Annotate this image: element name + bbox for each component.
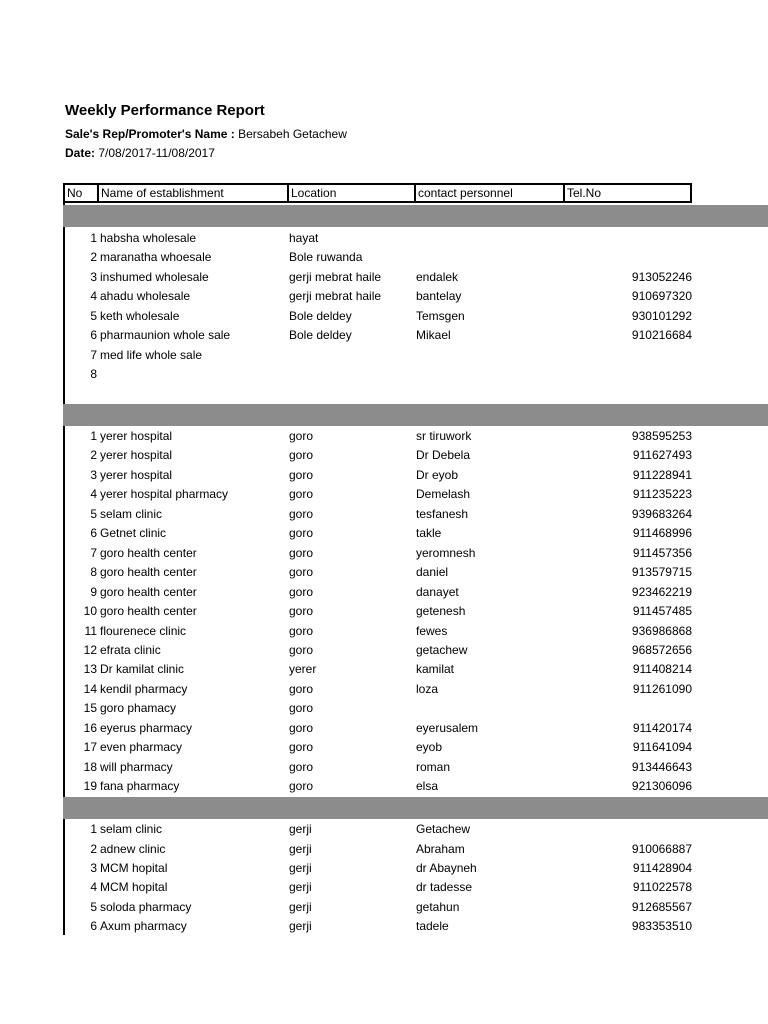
telephone-number: 911235223 [632, 487, 692, 502]
contact-personnel: fewes [416, 623, 448, 638]
contact-personnel: daniel [416, 565, 449, 580]
establishment-name: Axum pharmacy [100, 919, 187, 934]
establishment-name: selam clinic [100, 822, 163, 836]
location: gerji mebrat haile [289, 289, 382, 304]
establishment-name: yerer hospital [100, 448, 173, 463]
row-number: 8 [90, 565, 97, 580]
location: goro [289, 701, 314, 716]
telephone-number: 923462219 [631, 584, 692, 599]
establishment-name: efrata clinic [100, 643, 161, 657]
location: goro [289, 565, 314, 580]
column-header-tel: Tel.No [567, 186, 602, 200]
table-row [0, 326, 768, 345]
establishment-name: Dr kamilat clinic [100, 662, 185, 677]
contact-personnel: Mikael [416, 328, 451, 343]
telephone-number: 911228941 [632, 467, 692, 482]
establishment-name: even pharmacy [100, 740, 183, 755]
contact-personnel: tesfanesh [416, 506, 469, 521]
table-row [0, 563, 768, 582]
location: gerji mebrat haile [289, 269, 382, 284]
contact-personnel: endalek [416, 269, 459, 284]
contact-personnel: Temsgen [416, 308, 465, 323]
establishment-name: Getnet clinic [100, 526, 167, 541]
location: gerji [289, 822, 312, 836]
location: yerer [289, 662, 317, 677]
row-number: 1 [90, 429, 97, 443]
location: gerji [289, 899, 312, 914]
contact-personnel: dr tadesse [416, 880, 473, 895]
table-row [0, 268, 768, 287]
row-number: 18 [83, 759, 97, 774]
location: goro [289, 526, 314, 541]
establishment-name: yerer hospital pharmacy [100, 487, 229, 502]
table-row [0, 466, 768, 485]
telephone-number: 930101292 [631, 308, 692, 323]
location: goro [289, 604, 314, 618]
contact-personnel: roman [416, 759, 451, 774]
location: goro [289, 740, 314, 755]
row-number: 10 [83, 604, 97, 618]
contact-personnel: dr Abayneh [416, 860, 477, 875]
telephone-number: 968572656 [631, 643, 692, 657]
telephone-number: 911457485 [632, 604, 692, 618]
table-row [0, 680, 768, 699]
establishment-name: goro health center [100, 604, 197, 618]
table-row [0, 859, 768, 878]
telephone-number: 911457356 [632, 545, 692, 560]
contact-personnel: getahun [416, 899, 460, 914]
contact-personnel: takle [416, 526, 442, 541]
location: goro [289, 643, 314, 657]
table-row [0, 622, 768, 641]
establishment-name: pharmaunion whole sale [100, 328, 231, 343]
contact-personnel: getenesh [416, 604, 466, 618]
establishment-name: will pharmacy [100, 759, 173, 774]
row-number: 14 [83, 681, 97, 696]
telephone-number: 911468996 [632, 526, 692, 541]
table-row [0, 878, 768, 897]
row-number: 13 [83, 662, 97, 677]
establishment-name: goro health center [100, 565, 197, 580]
location: goro [289, 467, 314, 482]
location: goro [289, 623, 314, 638]
row-number: 7 [90, 347, 97, 362]
contact-personnel: Getachew [416, 822, 471, 836]
table-row [0, 544, 768, 563]
column-header-contact: contact personnel [418, 186, 513, 200]
telephone-number: 911428904 [632, 860, 692, 875]
establishment-name: yerer hospital [100, 429, 173, 443]
table-row [0, 660, 768, 679]
location: goro [289, 584, 314, 599]
row-number: 4 [90, 487, 97, 502]
row-number: 1 [90, 231, 97, 245]
location: goro [289, 545, 314, 560]
establishment-name: ahadu wholesale [100, 289, 191, 304]
rep-name: Bersabeh Getachew [238, 127, 347, 141]
telephone-number: 911627493 [632, 448, 692, 463]
row-number: 3 [90, 269, 97, 284]
row-number: 11 [84, 623, 97, 638]
row-number: 4 [90, 289, 97, 304]
location: goro [289, 487, 314, 502]
table-row [0, 346, 768, 365]
table-row [0, 505, 768, 524]
telephone-number: 911022578 [632, 880, 692, 895]
telephone-number: 911261090 [632, 681, 692, 696]
location: goro [289, 506, 314, 521]
row-number: 3 [90, 467, 97, 482]
row-number: 16 [83, 720, 97, 735]
column-header-no: No [67, 186, 83, 200]
location: goro [289, 779, 314, 794]
table-row [0, 699, 768, 718]
row-number: 12 [83, 643, 97, 657]
location: Bole deldey [289, 308, 352, 323]
establishment-name: goro phamacy [100, 701, 177, 716]
contact-personnel: bantelay [416, 289, 462, 304]
location: goro [289, 759, 314, 774]
row-number: 5 [90, 308, 97, 323]
location: gerji [289, 860, 312, 875]
telephone-number: 910697320 [631, 289, 692, 304]
date-label: Date: [65, 146, 96, 160]
establishment-name: fana pharmacy [100, 779, 180, 794]
row-number: 1 [90, 822, 97, 836]
telephone-number: 911641094 [632, 740, 692, 755]
establishment-name: soloda pharmacy [100, 899, 192, 914]
establishment-name: goro health center [100, 545, 197, 560]
telephone-number: 913579715 [631, 565, 692, 580]
table-row [0, 758, 768, 777]
establishment-name: habsha wholesale [100, 231, 197, 245]
contact-personnel: Dr Debela [416, 448, 471, 463]
establishment-name: kendil pharmacy [100, 681, 188, 696]
telephone-number: 936986868 [631, 623, 692, 638]
table-row [0, 738, 768, 757]
telephone-number: 910066887 [631, 841, 692, 856]
row-number: 2 [90, 250, 97, 265]
establishment-name: inshumed wholesale [100, 269, 209, 284]
table-row [0, 365, 768, 384]
table-row [0, 719, 768, 738]
location: gerji [289, 919, 312, 934]
table-row [0, 583, 768, 602]
contact-personnel: kamilat [416, 662, 455, 677]
location: goro [289, 681, 314, 696]
establishment-name: MCM hopital [100, 860, 168, 875]
row-number: 6 [90, 328, 97, 343]
row-number: 7 [90, 545, 97, 560]
establishment-name: adnew clinic [100, 841, 166, 856]
report-title: Weekly Performance Report [65, 102, 265, 119]
establishment-name: keth wholesale [100, 308, 180, 323]
table-row [0, 524, 768, 543]
location: goro [289, 448, 314, 463]
establishment-name: goro health center [100, 584, 197, 599]
date-line [65, 146, 215, 160]
contact-personnel: loza [416, 681, 439, 696]
telephone-number: 938595253 [631, 429, 692, 443]
section-band [63, 404, 768, 426]
establishment-name: maranatha whoesale [100, 250, 212, 265]
table-row [0, 777, 768, 796]
contact-personnel: Dr eyob [416, 467, 459, 482]
section-band [63, 797, 768, 819]
establishment-name: MCM hopital [100, 880, 168, 895]
row-number: 4 [90, 880, 97, 895]
location: goro [289, 429, 314, 443]
table-row [0, 917, 768, 936]
location: goro [289, 720, 314, 735]
establishment-name: eyerus pharmacy [100, 720, 193, 735]
table-header [63, 183, 692, 203]
table-row [0, 446, 768, 465]
section-band [63, 205, 768, 227]
table-row [0, 840, 768, 859]
establishment-name: yerer hospital [100, 467, 173, 482]
table-row [0, 287, 768, 306]
establishment-name: flourenece clinic [100, 623, 187, 638]
table-row [0, 485, 768, 504]
telephone-number: 913446643 [631, 759, 692, 774]
rep-label: Sale's Rep/Promoter's Name : [65, 127, 235, 141]
contact-personnel: eyerusalem [416, 720, 479, 735]
row-number: 8 [90, 367, 97, 382]
contact-personnel: getachew [416, 643, 468, 657]
contact-personnel: danayet [416, 584, 459, 599]
contact-personnel: elsa [416, 779, 439, 794]
table-row [0, 427, 768, 446]
telephone-number: 910216684 [631, 328, 692, 343]
table-row [0, 898, 768, 917]
table-row [0, 307, 768, 326]
contact-personnel: Abraham [416, 841, 465, 856]
telephone-number: 911408214 [632, 662, 692, 677]
rep-line [65, 127, 347, 141]
telephone-number: 912685567 [631, 899, 692, 914]
row-number: 9 [90, 584, 97, 599]
contact-personnel: yeromnesh [416, 545, 476, 560]
column-header-name: Name of establishment [101, 186, 224, 200]
table-row [0, 229, 768, 248]
contact-personnel: tadele [416, 919, 449, 934]
row-number: 2 [90, 841, 97, 856]
telephone-number: 983353510 [631, 919, 692, 934]
row-number: 5 [90, 506, 97, 521]
row-number: 6 [90, 919, 97, 934]
location: Bole deldey [289, 328, 352, 343]
row-number: 2 [90, 448, 97, 463]
table-row [0, 248, 768, 267]
row-number: 17 [83, 740, 97, 755]
row-number: 19 [83, 779, 97, 794]
date-value: 7/08/2017-11/08/2017 [98, 146, 215, 160]
contact-personnel: sr tiruwork [416, 429, 472, 443]
row-number: 5 [90, 899, 97, 914]
table-row [0, 641, 768, 660]
location: hayat [289, 231, 319, 245]
establishment-name: selam clinic [100, 506, 163, 521]
column-header-location: Location [291, 186, 337, 200]
row-number: 3 [90, 860, 97, 875]
telephone-number: 939683264 [631, 506, 692, 521]
telephone-number: 913052246 [631, 269, 692, 284]
table-row [0, 820, 768, 839]
telephone-number: 911420174 [632, 720, 692, 735]
table-row [0, 602, 768, 621]
location: gerji [289, 841, 312, 856]
row-number: 15 [83, 701, 97, 716]
contact-personnel: Demelash [416, 487, 471, 502]
location: gerji [289, 880, 312, 895]
contact-personnel: eyob [416, 740, 443, 755]
establishment-name: med life whole sale [100, 347, 203, 362]
row-number: 6 [90, 526, 97, 541]
telephone-number: 921306096 [631, 779, 692, 794]
location: Bole ruwanda [289, 250, 363, 265]
